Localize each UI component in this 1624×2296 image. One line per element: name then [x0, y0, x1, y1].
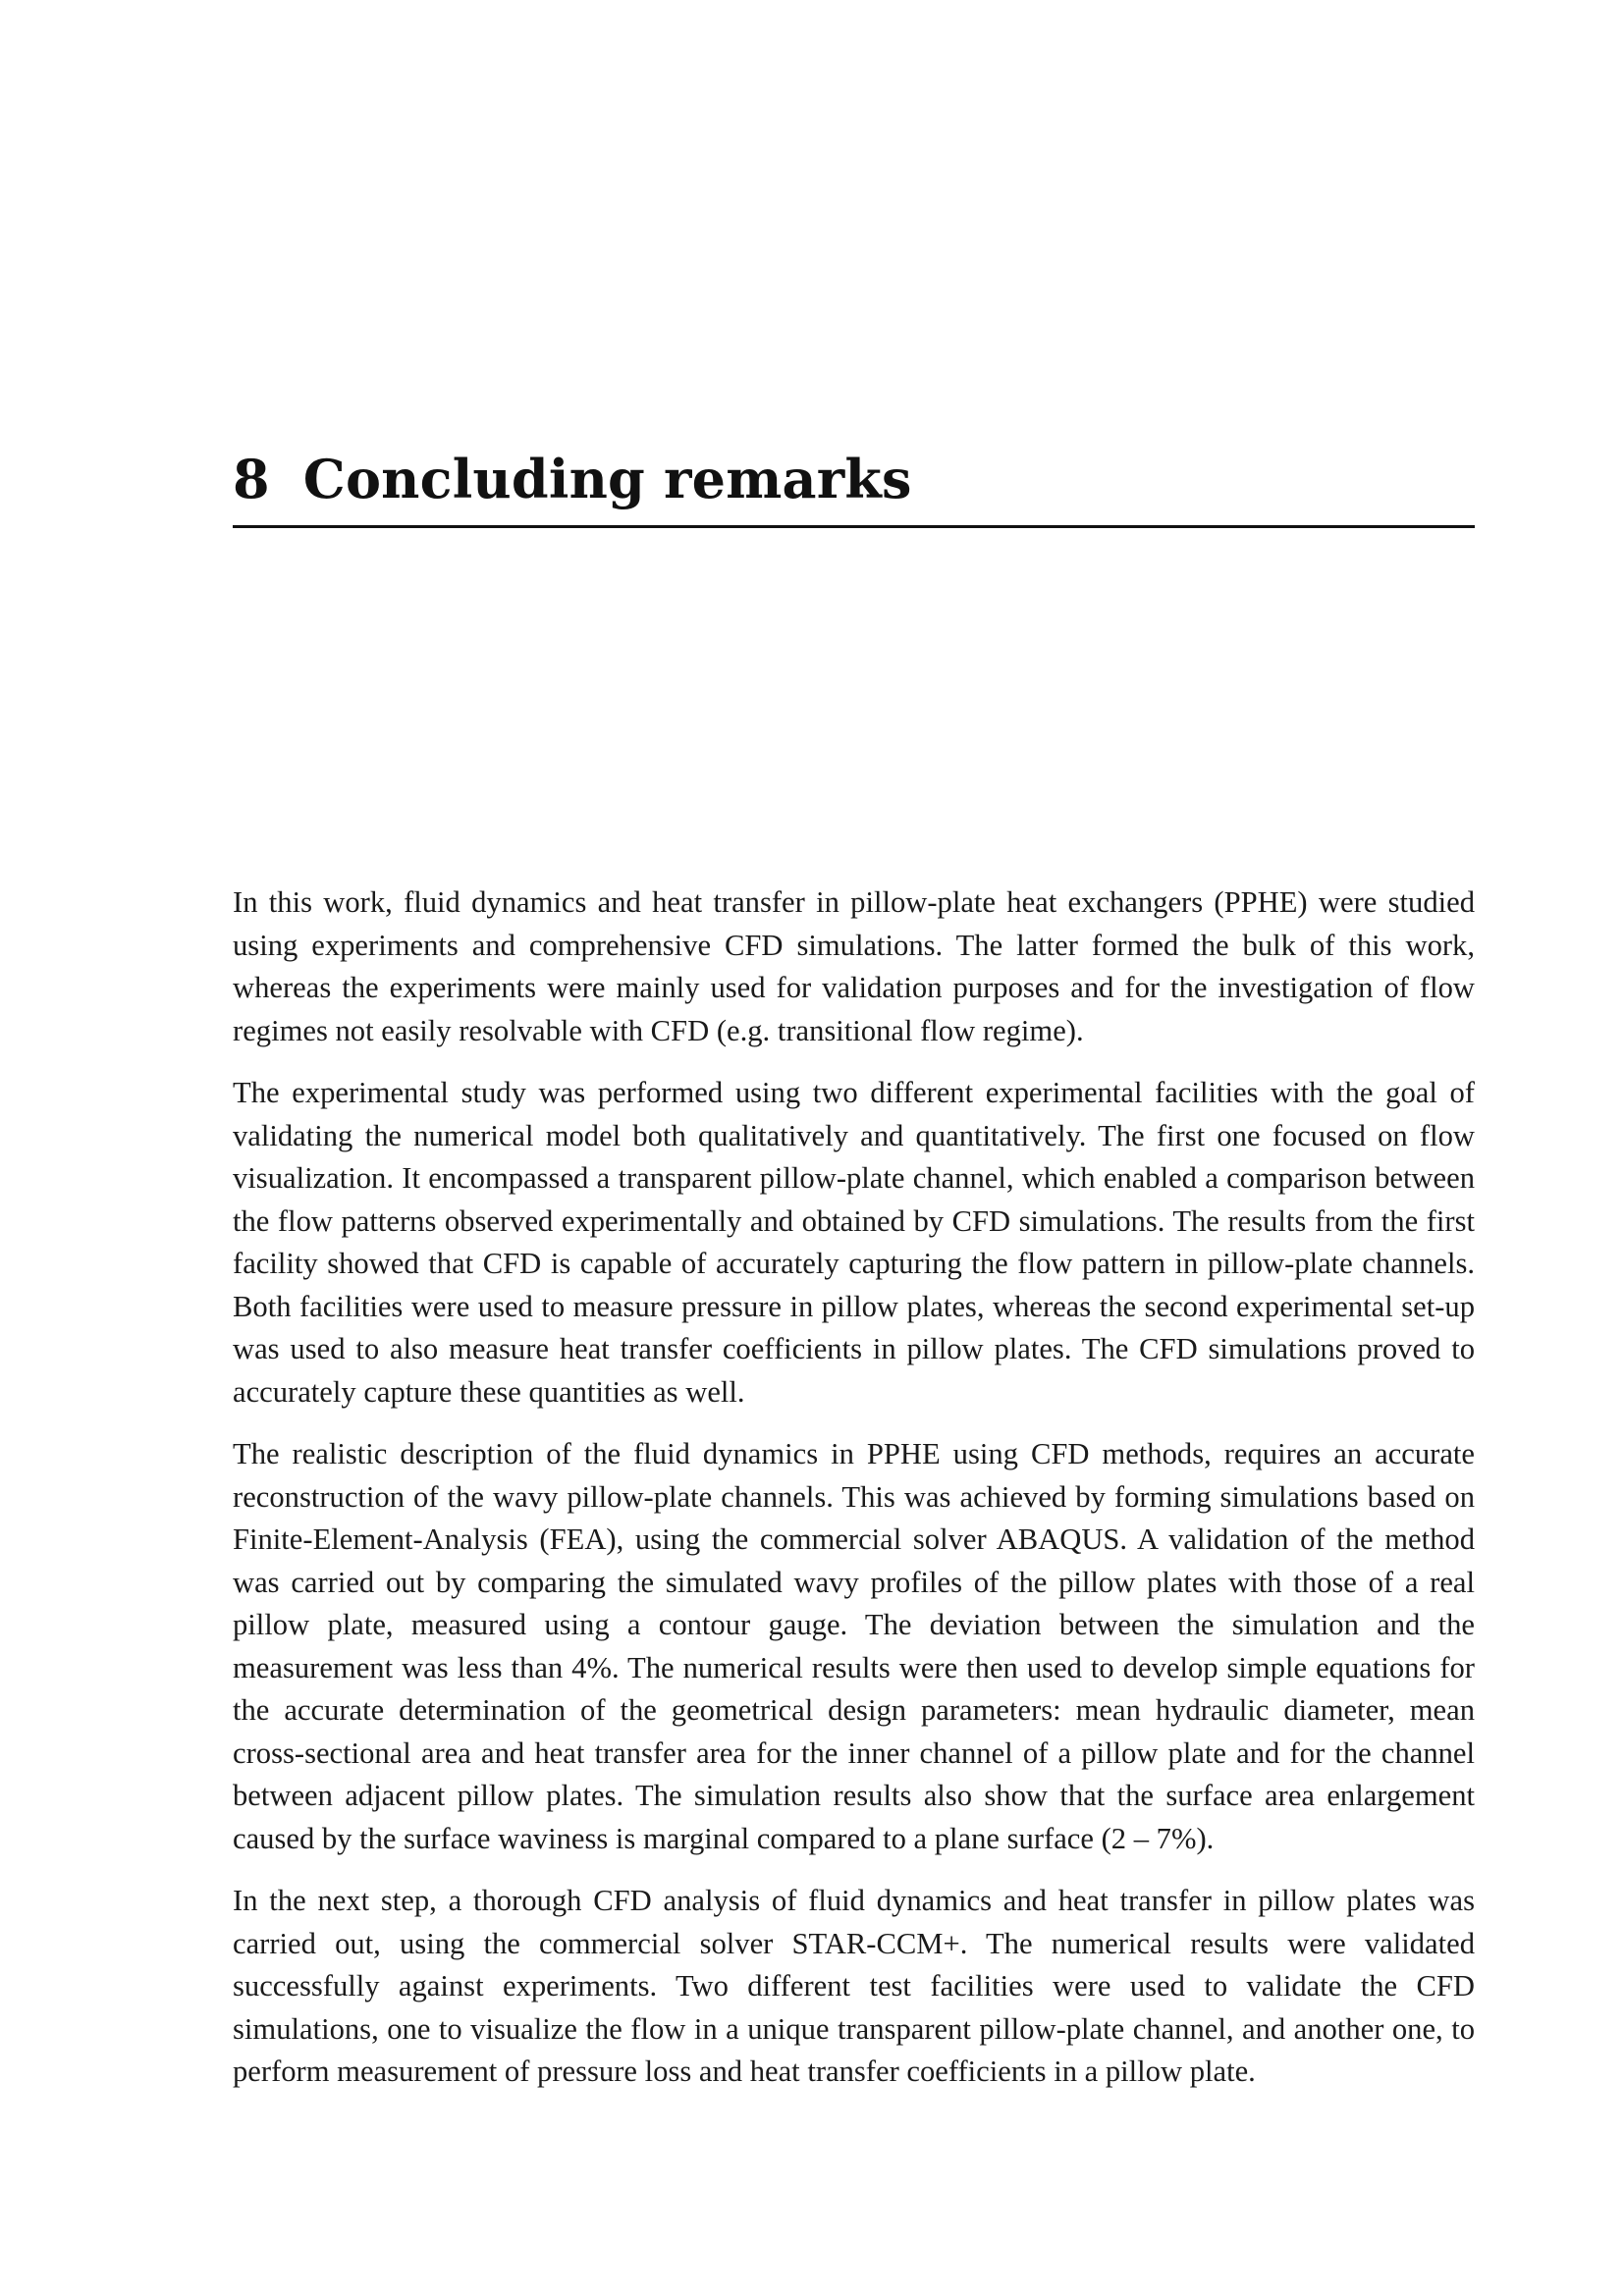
paragraph-geometry-reconstruction: The realistic description of the fluid dynamics in PPHE using CFD methods, requires an accurate reconstruction of the wavy pillow-plate channels. This was achieved by forming simulations based on Finite-Element-Analysis (FEA), using the commercial solver ABAQUS. A validation of the method was carried out by comparing the simulated wavy profiles of the pillow plates with those of a real pillow plate, measured using a contour gauge. The deviation between the simulation and the measurement was less than 4%. The numerical results were then used to develop simple equations for the accurate determination of the geometrical design parameters: mean hydraulic diameter, mean cross-sectional area and heat transfer area for the inner channel of a pillow plate and for the channel between adjacent pillow plates. The simulation results also show that the surface area enlargement caused by the surface waviness is marginal compared to a plane surface (2 – 7%).	[233, 1437, 1475, 1855]
paragraph-experimental-study: The experimental study was performed using two different experimental facilities with the goal of validating the numerical model both qualitatively and quantitatively. The first one focused on flow visualization. It encompassed a transparent pillow-plate channel, which enabled a comparison between the flow patterns observed experimentally and obtained by CFD simulations. The results from the first facility showed that CFD is capable of accurately capturing the flow pattern in pillow-plate channels. Both facilities were used to measure pressure in pillow plates, whereas the second experimental set-up was used to also measure heat transfer coefficients in pillow plates. The CFD simulations proved to accurately capture these quantities as well.	[233, 1076, 1475, 1409]
chapter-heading	[233, 444, 1475, 514]
chapter-heading-rule	[233, 525, 1475, 528]
chapter-body	[233, 881, 1475, 2113]
chapter-title: Concluding remarks	[302, 448, 912, 510]
paragraph-introduction: In this work, fluid dynamics and heat transfer in pillow-plate heat exchangers (PPHE) were studied using experiments and comprehensive CFD simulations. The latter formed the bulk of this work, whereas the experiments were mainly used for validation purposes and for the investigation of flow regimes not easily resolvable with CFD (e.g. transitional flow regime).	[233, 885, 1475, 1047]
paragraph-cfd-analysis: In the next step, a thorough CFD analysis of fluid dynamics and heat transfer in pillow plates was carried out, using the commercial solver STAR-CCM+. The numerical results were validated successfully against experiments. Two different test facilities were used to validate the CFD simulations, one to visualize the flow in a unique transparent pillow-plate channel, and another one, to perform measurement of pressure loss and heat transfer coefficients in a pillow plate.	[233, 1884, 1475, 2088]
chapter-number: 8	[233, 448, 270, 510]
